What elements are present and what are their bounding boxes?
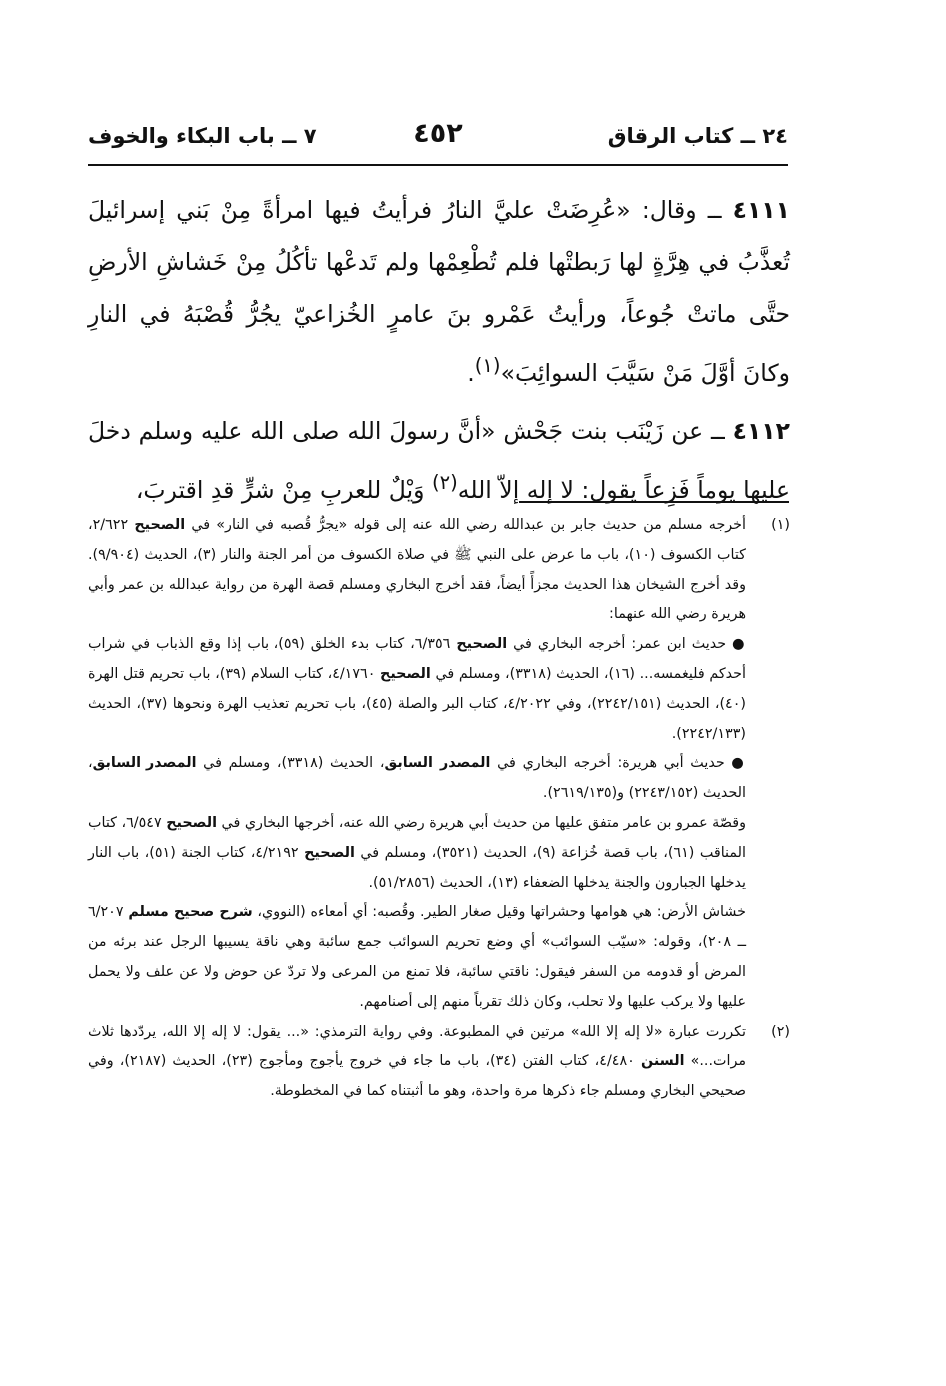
source-title: المصدر السابق <box>92 755 197 772</box>
footnote-paragraph <box>88 898 746 1017</box>
page-number: ٤٥٢ <box>413 118 463 149</box>
footnote-paragraph <box>88 511 746 630</box>
footnote-rule <box>519 501 789 503</box>
footnote-marker: (١) <box>474 354 501 377</box>
footnote-text: ● حديث أبي هريرة: أخرجه البخاري في <box>490 755 746 772</box>
footnote-text: ، الحديث (٢٢٤٣/١٥٢) و(٢٦١٩/١٣٥). <box>88 755 746 802</box>
header-rule <box>88 164 788 166</box>
hadith-end: . <box>467 358 475 387</box>
footnote-mark: (٢) <box>771 1023 790 1040</box>
source-title: الصحيح <box>134 517 186 533</box>
footnote-paragraph <box>88 630 746 749</box>
footnote-text: ٤/٤٨٠، كتاب الفتن (٣٤)، باب ما جاء في خروج يأجوج ومأجوج (٢٣)، الحديث (٢١٨٧)، وفي صحيحي البخاري ومسلم جاء ذكرها مرة واحدة، وهو ما أثبتناه كما في المخطوطة. <box>88 1053 746 1100</box>
footnote-text: أخرجه مسلم من حديث جابر بن عبدالله رضي الله عنه إلى قوله «يجرُّ قُصبه في النار» في <box>185 517 746 533</box>
footnote-paragraph <box>88 1018 746 1107</box>
footnote-text: ٤/١٧٦٠، كتاب السلام (٣٩)، باب تحريم قتل الهرة (٤٠)، الحديث (٢٢٤٢/١٥١)، وفي ٤/٢٠٢٢، كتاب البر والصلة (٤٥)، باب تحريم تعذيب الهرة ونحوها (٣٧)، الحديث (٢٢٤٢/١٣٣). <box>88 665 746 742</box>
footnote-paragraph <box>88 809 746 898</box>
source-title: الصحيح <box>456 636 508 653</box>
hadith-number: ٤١١١ <box>732 196 790 224</box>
hadith-4111 <box>88 184 790 399</box>
hadith-text: ــ وقال: «عُرِضَتْ عليَّ النارُ فرأيتُ فيها امرأةً مِنْ بَني إسرائيلَ تُعذَّبُ في هِرَّةٍ لها رَبطتْها فلم تُطْعِمْها ولم تَدعْها تأكُلُ مِنْ خَشاشِ الأرضِ حتَّى ماتتْ جُوعاً، ورأيتُ عَمْرو بنَ عامرٍ الخُزاعيّ يجُرُّ قُصْبَهُ في النارِ وكانَ أوَّلَ مَنْ سَيَّبَ السوائِبَ» <box>88 196 790 387</box>
footnote-text: ٦/٢٠٧ ــ ٢٠٨)، وقوله: «سيّب السوائب» أي وضع تحريم السوائب جمع سائبة وهي ناقة يسيبها الرجل عند برئه من المرض أو قدومه من السفر فيقول: ناقتي سائبة، فلا تمنع من المرعى ولا تردّ عن حوض ولا عن علف ولا يحمل عليها ولا يركب عليها ولا تحلب، وكان ذلك تقرباً منهم إلى أصنامهم. <box>88 904 747 1010</box>
source-title: شرح صحيح مسلم <box>128 904 253 921</box>
footnote-text: ٤/٢١٩٢، كتاب الجنة (٥١)، باب النار يدخلها الجبارون والجنة يدخلها الضعفاء (١٣)، الحديث (٥١/٢٨٥٦). <box>88 844 746 891</box>
footnote-text: تكررت عبارة «لا إله إلا الله» مرتين في المطبوعة. وفي رواية الترمذي: «... يقول: لا إله إلا الله، يردّدها ثلاث مرات...» <box>88 1023 746 1070</box>
footnote-mark: (١) <box>771 517 790 533</box>
footnote-1 <box>88 511 790 1018</box>
footnote-text: ٢/٦٢٢، كتاب الكسوف (١٠)، باب ما عرض على النبي ﷺ في صلاة الكسوف من أمر الجنة والنار (٣)، الحديث (٩/٩٠٤). وقد أخرج الشيخان هذا الحديث مجزأً أيضاً، فقد أخرج البخاري ومسلم قصة الهرة من رواية عبدالله بن عمر وأبي هريرة رضي الله عنهما: <box>88 517 746 623</box>
footnote-marker: (٢) <box>431 470 458 494</box>
footnote-text: ٦/٥٤٧، كتاب المناقب (٦١)، باب قصة خُزاعة (٩)، الحديث (٣٥٢١)، ومسلم في <box>88 814 746 861</box>
footnote-2 <box>88 1018 790 1107</box>
hadith-number: ٤١١٢ <box>732 416 790 445</box>
source-title: المصدر السابق <box>384 755 491 772</box>
main-text <box>88 184 790 516</box>
footnote-text: ، الحديث (٣٣١٨)، ومسلم في <box>196 755 385 772</box>
page-header <box>88 118 788 158</box>
footnote-text: وقصّة عمرو بن عامر متفق عليها من حديث أبي هريرة رضي الله عنه، أخرجها البخاري في <box>217 814 746 831</box>
book-title: ٢٤ ــ كتاب الرقاق <box>607 124 788 148</box>
footnote-text: ● حديث ابن عمر: أخرجه البخاري في <box>507 636 746 653</box>
footnote-paragraph <box>88 749 746 809</box>
chapter-title: ٧ ــ باب البكاء والخوف <box>88 124 317 148</box>
hadith-4112 <box>88 405 790 516</box>
footnote-text: خشاش الأرض: هي هوامها وحشراتها وقيل صغار الطير. وقُصبه: أي أمعاءه (النووي، <box>252 904 746 921</box>
hadith-text: ــ عن زَيْنَب بنت جَحْش «أنَّ رسولَ الله صلى الله عليه وسلم دخلَ عليها يوماً فَزِعاً يقول: لا إله إلاّ الله <box>88 416 790 504</box>
source-title: الصحيح <box>166 814 218 831</box>
footnote-text: ٦/٣٥٦، كتاب بدء الخلق (٥٩)، باب إذا وقع الذباب في شراب أحدكم فليغمسه... (١٦)، الحديث (٣٣١٨)، ومسلم في <box>88 636 746 682</box>
source-title: السنن <box>640 1053 685 1070</box>
footnotes <box>88 511 790 1107</box>
source-title: الصحيح <box>304 844 355 861</box>
hadith-text-continued: وَيْلٌ للعربِ مِنْ شرٍّ قدِ اقتربَ، <box>135 475 432 504</box>
source-title: الصحيح <box>380 665 431 682</box>
